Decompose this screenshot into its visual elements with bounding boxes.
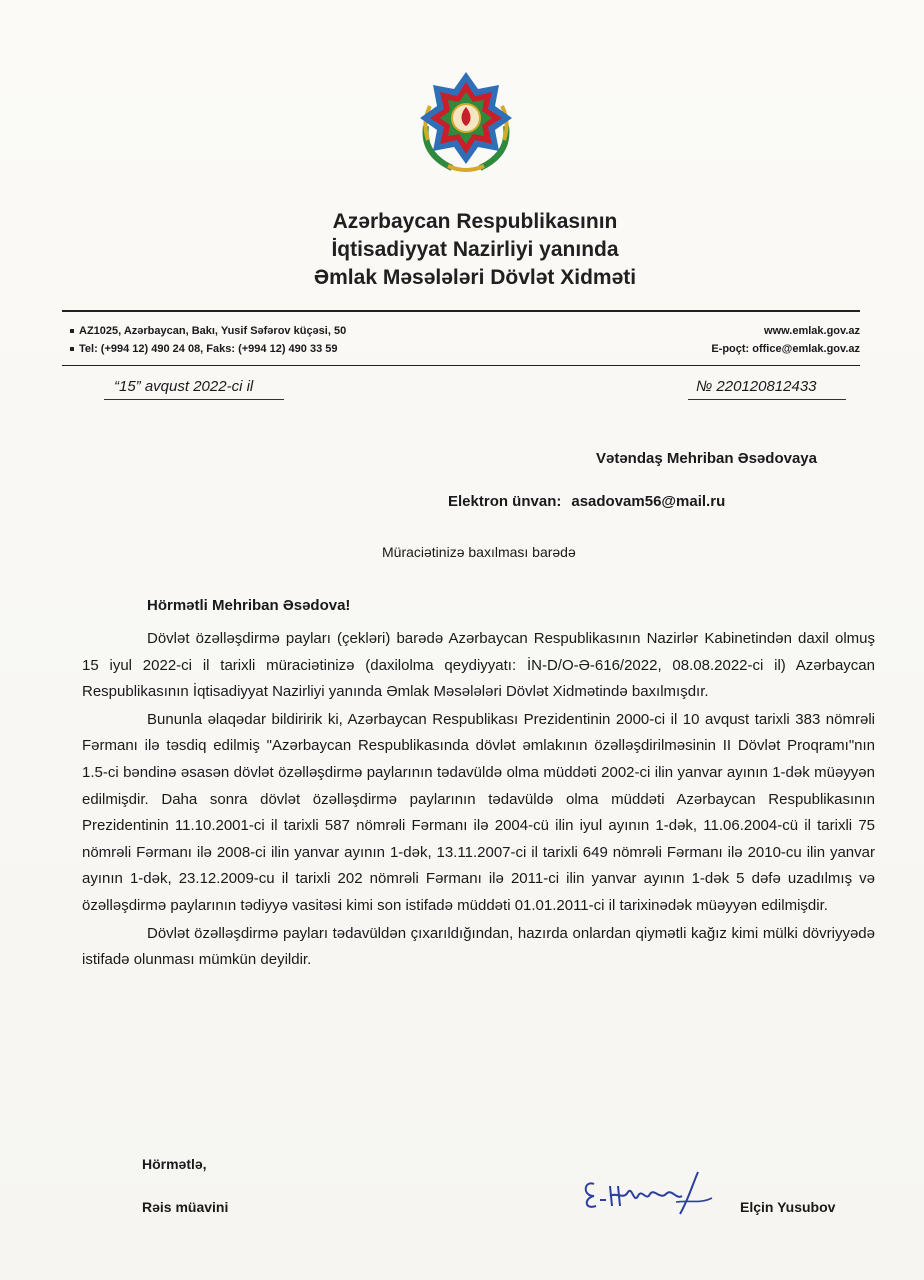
letter-subject: Müraciətinizə baxılması barədə xyxy=(382,544,576,560)
website-text: www.emlak.gov.az xyxy=(764,325,860,337)
header-divider-top xyxy=(62,310,860,312)
recipient-email-label: Elektron ünvan: xyxy=(448,493,562,510)
letter-closing: Hörmətlə, xyxy=(142,1156,207,1172)
header-divider-bottom xyxy=(62,365,860,366)
agency-name-line-3: Əmlak Məsələləri Dövlət Xidməti xyxy=(313,266,637,289)
recipient-email-value: asadovam56@mail.ru xyxy=(571,493,726,510)
body-paragraph-2: Bununla əlaqədar bildiririk ki, Azərbaycan Respublikası Prezidentinin 2000-ci il 10 avqust tarixli 383 nömrəli Fərmanı ilə təsdiq edilmiş "Azərbaycan Respublikasında dövlət əmlakının özəlləşdirilməsinin II Dövlət Proqramı"nın 1.5-ci bəndinə əsasən dövlət özəlləşdirmə paylarının tədavüldə olma müddəti 2002-ci ilin yanvar ayının 1-dək müəyyən edilmişdir. Daha sonra dövlət özəlləşdirmə paylarının tədavüldə olma müddəti Azərbaycan Respublikasının Prezidentinin 11.10.2001-ci il tarixli 587 nömrəli Fərmanı ilə 2004-cü ilin iyul ayının 1-dək, 11.06.2004-cü il tarixli 75 nömrəli Fərmanı ilə 2008-ci ilin yanvar ayının 1-dək, 13.11.2007-ci il tarixli 649 nömrəli Fərmanı ilə 2010-cu ilin yanvar ayının 1-dək, 23.12.2009-cu il tarixli 202 nömrəli Fərmanı ilə 2011-ci ilin yanvar ayının 1-dək 5 dəfə uzadılmış və özəlləşdirmə paylarının tədiyyə vasitəsi kimi son istifadə müddəti 01.01.2011-ci il tarixinədək müəyyən edilmişdir. xyxy=(82,710,875,914)
agency-name-line-1: Azərbaycan Respublikasının xyxy=(332,210,618,233)
recipient-email-line xyxy=(448,493,725,510)
office-email-text: E-poçt: office@emlak.gov.az xyxy=(711,343,860,355)
bullet-icon xyxy=(70,347,74,351)
state-emblem-icon xyxy=(412,66,520,176)
letter-body xyxy=(82,626,875,975)
body-paragraph-1: Dövlət özəlləşdirmə payları (çekləri) barədə Azərbaycan Respublikasının Nazirlər Kabinetindən daxil olmuş 15 iyul 2022-ci il tarixli müraciətinizə (daxilolma qeydiyyatı: İN-D/O-Ə-616/2022, 08.08.2022-ci il) Azərbaycan Respublikasının İqtisadiyyat Nazirliyi yanında Əmlak Məsələləri Dövlət Xidmətində baxılmışdır. xyxy=(82,630,875,701)
body-paragraph-3: Dövlət özəlləşdirmə payları tədavüldən çıxarıldığından, hazırda onlardan qiymətli kağız kimi mülki dövriyyədə istifadə olunması mümkün deyildir. xyxy=(82,924,875,969)
signatory-name: Elçin Yusubov xyxy=(740,1199,836,1215)
letter-date: “15” avqust 2022-ci il xyxy=(104,378,284,400)
signatory-position: Rəis müavini xyxy=(142,1199,229,1215)
letter-greeting: Hörmətli Mehriban Əsədova! xyxy=(147,597,351,614)
phone-fax-text: Tel: (+994 12) 490 24 08, Faks: (+994 12) 490 33 59 xyxy=(79,343,338,355)
agency-name-line-2: İqtisadiyyat Nazirliyi yanında xyxy=(331,238,619,261)
contact-address-block xyxy=(70,322,346,358)
recipient-name: Vətəndaş Mehriban Əsədovaya xyxy=(596,450,817,467)
handwritten-signature-icon xyxy=(580,1166,720,1222)
bullet-icon xyxy=(70,329,74,333)
registration-number: № 220120812433 xyxy=(688,378,846,400)
agency-name-block xyxy=(250,208,700,292)
address-text: AZ1025, Azərbaycan, Bakı, Yusif Səfərov küçəsi, 50 xyxy=(79,325,347,337)
contact-web-block xyxy=(711,322,860,358)
